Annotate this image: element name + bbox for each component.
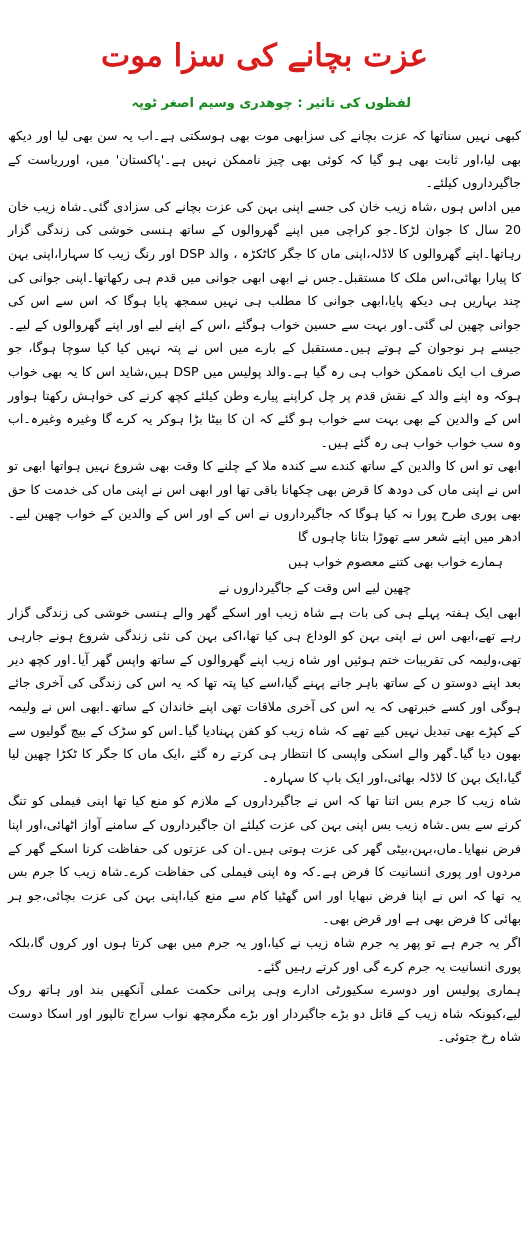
paragraph-crime: شاہ زیب کا جرم بس اتنا تھا کہ اس نے جاگیرداروں کے ملازم کو منع کیا تھا اپنی فیملی کو تنگ کرنے سے بس۔شاہ زیب بس اپنی بہن کی عزت کیلئے ان جاگیرداروں کے سامنے آواز اٹھائی،اور اپنا فرض نبھایا۔ماں،بہن،بیٹی گھر کی عزت ہوتی ہیں۔ان کی عزتوں کی حفاظت کرنا اسکے گھر کے مردوں اور پوری انسانیت کا فرض ہے۔کہ وہ اپنی فیملی کی حفاظت کرے۔شاہ زیب کا جرم بس یہ تھا کہ اس نے اپنا فرض نبھایا اور اس گھٹیا کام سے منع کیا،اپنی بہن کی عزت بچائی،جو ہر بھائی کا فرض بھی ہے اور قرض بھی۔ [8,793,521,927]
paragraph-police: ہماری پولیس اور دوسرے سکیورٹی ادارے وہی پرانی حکمت عملی آنکھیں بند اور ہاتھ روک لیے،کیونکہ شاہ زیب کے قاتل دو بڑے جاگیردار اور بڑے مگرمچھ نواب سراج تالپور اور اسکا دوست شاہ رخ جتوئی۔ [8,982,521,1045]
article-body [8,124,521,1049]
paragraph-dreams: ابھی تو اس کا والدین کے ساتھ کندے سے کندہ ملا کے چلنے کا وقت بھی شروع نہیں ہواتھا ابھی تو اس نے اپنی ماں کی دودھ کا قرض بھی چکھانا باقی تھا اور ابھی اس نے اپنی ماں کی خدمت کا حق بھی پوری طرح پورا نہ کیا ہوگا کہ جاگیرداروں نے اس کے اور اس کے والدین کے خواب چھین لیے۔ادھر میں اپنے شعر سے تھوڑا بتانا چاہوں گا [8,458,521,545]
article-byline: لفظوں کی تاثیر : چوھدری وسیم اصغر ٹوپہ [131,96,411,111]
paragraph-week-before: ابھی ایک ہفتہ پہلے ہی کی بات ہے شاہ زیب اور اسکے گھر والے ہنسی خوشی کی زندگی گزار رہے تھے،ابھی اس نے اپنی بہن کو الوداع ہی کیا تھا،اکی بہن کی نئی زندگی شروع ہونے جارہی تھی،ولیمہ کی تقریبات ختم ہوئیں اور شاہ زیب اپنے گھروالوں کے ساتھ واپس گھر آیا۔اور کچھ دیر بعد اپنے دوستو ں کے ساتھ باہر جانے پہنے گیا،اسے کیا پتہ تھا کہ یہ اس کی زندگی کی آخری جائے ہوگی اور کسے خبرتھی کہ یہ اس کی آخری ملاقات تھی اپنے خاندان کے ساتھ۔ابھی اس نے ولیمہ کے کپڑے بھی تبدیل نہیں کیے تھے کہ شاہ زیب کو کفن پہنادیا گیا۔اس کو سڑک کے بیچ گولیوں سے بھون دیا گیا۔گھر والے اسکی واپسی کا انتظار ہی کرتے رہ گئے ،ایک ماں کا جگر کا ٹکڑا چھین لیا گیا،ایک بہن کا لاڈلہ بھائی،اور ایک باپ کا سہارہ۔ [8,604,521,785]
poem-line: ہمارے خواب بھی کتنے معصوم خواب ہیں [288,553,503,569]
poem-line: چھین لیے اس وقت کے جاگیرداروں نے [218,579,411,595]
poem-block [8,549,521,601]
article-title: عزت بچانے کی سزا موت [101,38,428,74]
paragraph-if-crime: اگر یہ جرم ہے تو پھر یہ جرم شاہ زیب نے کیا،اور یہ جرم میں بھی کرتا ہوں اور کروں گا،بلکہ پوری انسانیت یہ جرم کرے گی اور کرتے رہیں گئے۔ [8,935,521,974]
paragraph-intro: کبھی نہیں سناتھا کہ عزت بچانے کی سزابھی موت بھی ہوسکتی ہے۔اب یہ سن بھی لیا اور دیکھ بھی لیا،اور ثابت بھی ہو گیا کہ کوئی بھی چیز ناممکن نہیں ہے۔'پاکستان' میں، اورریاست کے جاگیرداروں کیلئے۔ [8,128,521,191]
paragraph-shahzeb: میں اداس ہوں ،شاہ زیب خان کی جسے اپنی بہن کی عزت بچانے کی سزادی گئی۔شاہ زیب خان 20 سال کا جوان لڑکا۔جو کراچی میں اپنے گھروالوں کے ساتھ ہنسی خوشی کی زندگی گزار رہاتھا۔اپنے گھروالوں کا لاڈلہ،اپنی ماں کا جگر کاٹکڑہ ، والد DSP اور رنگ زیب کا سہارا،اپنی بہن کا پیارا بھائی،اس ملک کا مستقبل۔جس نے ابھی ابھی جوانی میں قدم ہی رکھاتھا۔اپنی جوانی کی چند بہاریں ہی دیکھ پایا،ابھی جوانی کا مطلب ہی نہیں سمجھ پایا ہوگا کہ اس سے اس کی جوانی چھین لی گئی۔اور بہت سے حسین خواب ہوگئے ،اس کے اپنے لیے اور اپنے گھروالوں کے لیے۔جیسے ہر نوجوان کے ہوتے ہیں۔مستقبل کے بارے میں اس نے پتہ نہیں کیا کیا سوچا ہوگا، جو صرف اب ایک ناممکن خواب ہی رہ گیا ہے۔والد پولیس میں DSP ہیں،شاید اس کا یہ بھی خواب ہوکہ وہ اپنے والد کے نقش قدم پر چل کراپنے پیارے وطن کیلئے کچھ کرنے کی خواہش رکھتا ہواور اس کے والدین کے بھی بہت سے خواب ہو گئے کہ ان کا بیٹا بڑا ہوکر یہ کرے گا وغیرہ وغیرہ۔اب وہ سب خواب خواب ہی رہ گئے ہیں۔ [8,198,522,450]
